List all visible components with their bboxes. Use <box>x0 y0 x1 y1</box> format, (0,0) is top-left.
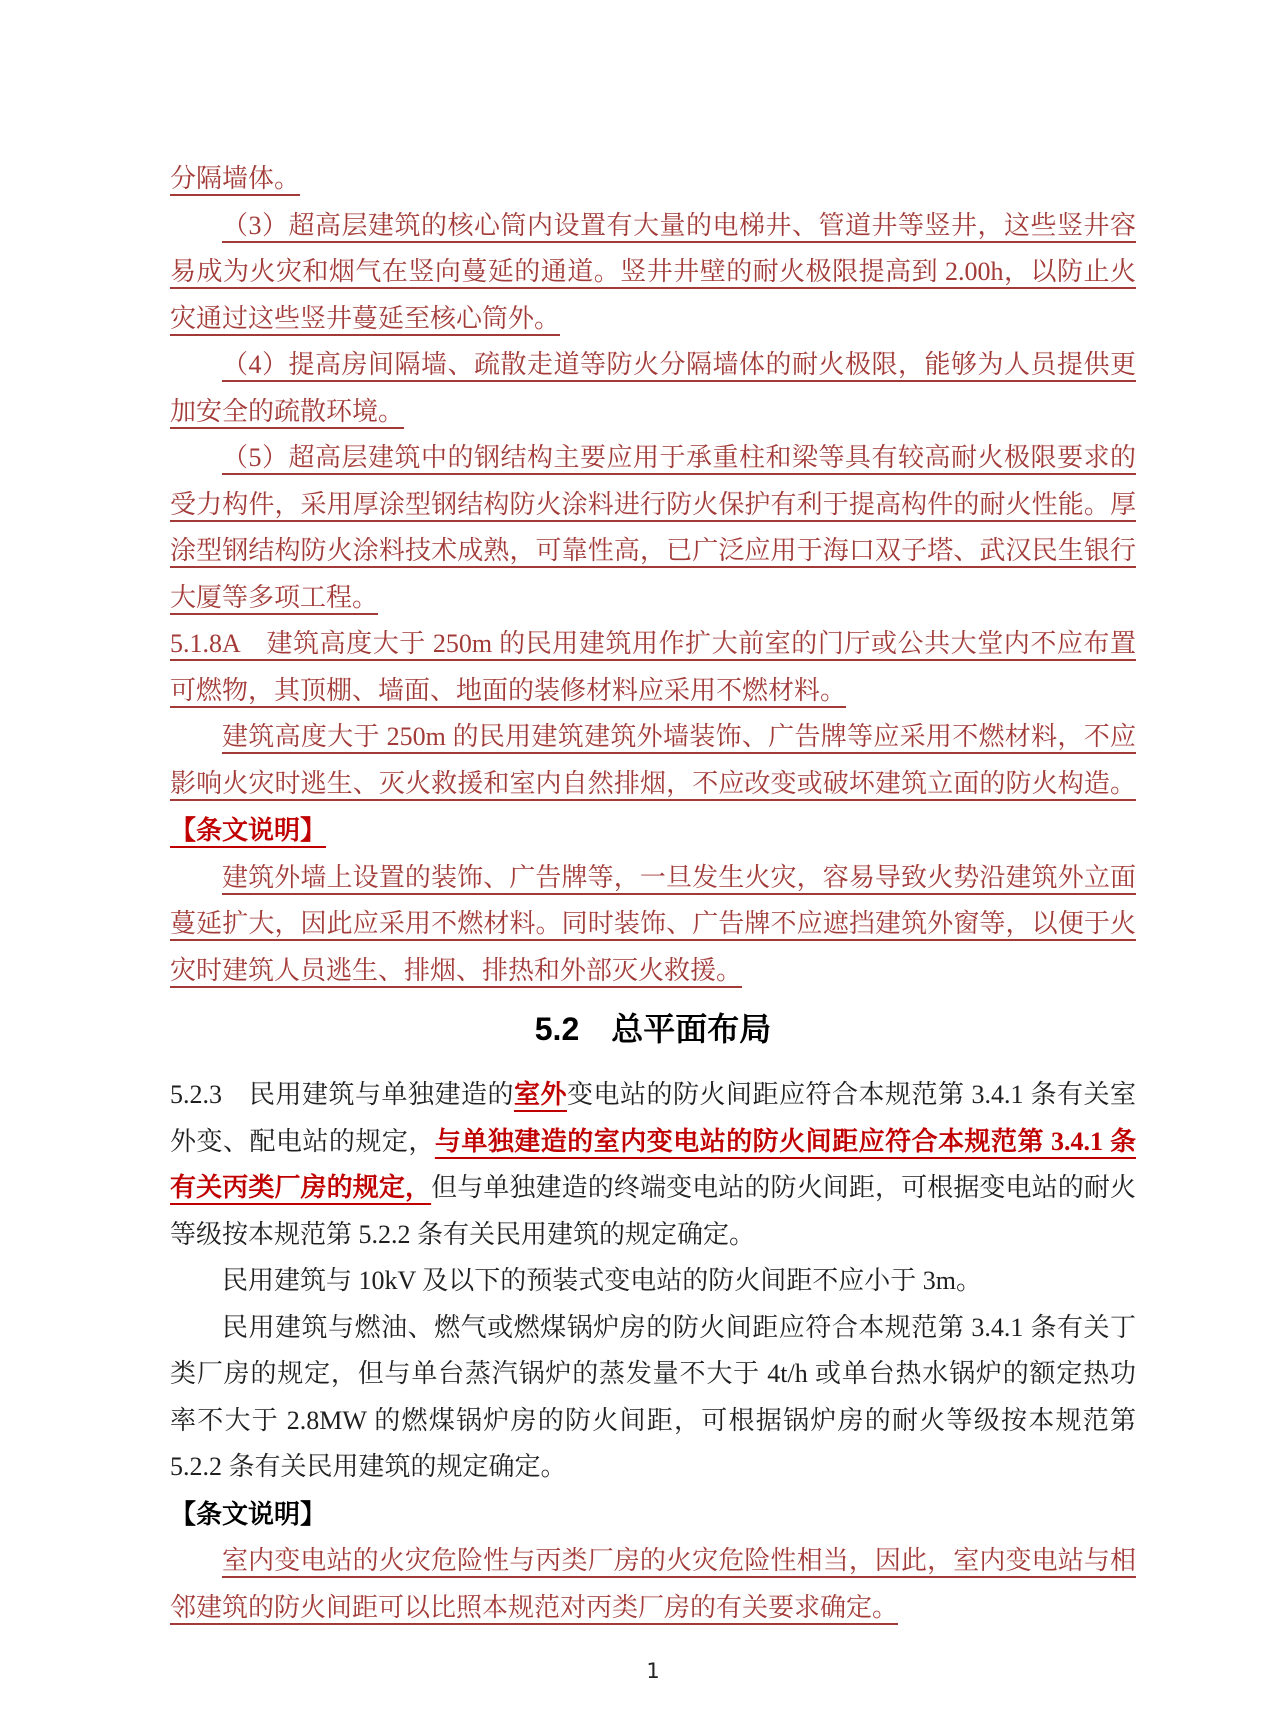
text-segment: 影响火灾时逃生、灭火救援和室内自然排烟，不应改变或破坏建筑立面的防火构造。 <box>170 768 1136 798</box>
text-line <box>170 901 1136 948</box>
document-lines <box>170 156 1136 1631</box>
text-line <box>170 948 1136 995</box>
text-segment: 【条文说明】 <box>170 815 327 845</box>
text-line <box>170 342 1136 389</box>
text-line <box>170 668 1136 715</box>
text-line <box>170 575 1136 622</box>
text-line <box>170 296 1136 343</box>
text-line <box>170 1119 1136 1166</box>
text-line <box>170 528 1136 575</box>
text-line <box>170 1398 1136 1445</box>
text-line <box>170 855 1136 902</box>
text-segment: 建筑高度大于 250m 的民用建筑建筑外墙装饰、广告牌等应采用不燃材料，不应 <box>222 722 1136 751</box>
page-number: 1 <box>646 1659 660 1683</box>
text-line <box>170 807 1136 855</box>
text-segment: 有关丙类厂房的规定， <box>170 1173 432 1202</box>
text-segment: 可燃物，其顶棚、墙面、地面的装修材料应采用不燃材料。 <box>170 675 847 705</box>
text-segment: 室内变电站的火灾危险性与丙类厂房的火灾危险性相当，因此，室内变电站与相 <box>222 1546 1136 1575</box>
text-segment: 易成为火灾和烟气在竖向蔓延的通道。竖井井壁的耐火极限提高到 2.00h，以防止火 <box>170 257 1136 286</box>
text-segment: 5.2.2 条有关民用建筑的规定确定。 <box>170 1452 567 1481</box>
text-line <box>170 482 1136 529</box>
text-line <box>170 1072 1136 1119</box>
text-line <box>170 203 1136 250</box>
text-segment: 分隔墙体。 <box>170 164 301 193</box>
text-segment: 【条文说明】 <box>170 1498 327 1529</box>
text-segment: 蔓延扩大，因此应采用不燃材料。同时装饰、广告牌不应遮挡建筑外窗等，以便于火 <box>170 909 1136 938</box>
text-segment: 等级按本规范第 5.2.2 条有关民用建筑的规定确定。 <box>170 1219 756 1249</box>
text-segment: 5.1.8A 建筑高度大于 250m 的民用建筑用作扩大前室的门厅或公共大堂内不应布置 <box>170 629 1136 658</box>
text-line <box>170 1165 1136 1212</box>
text-line <box>170 1491 1136 1539</box>
text-segment: 外变、配电站的规定， <box>170 1126 435 1156</box>
text-segment: 灾通过这些竖井蔓延至核心筒外。 <box>170 303 561 333</box>
text-segment: （4）提高房间隔墙、疏散走道等防火分隔墙体的耐火极限，能够为人员提供更 <box>222 350 1136 379</box>
text-segment: 与单独建造的室内变电站的防火间距应符合本规范第 3.4.1 条 <box>434 1126 1136 1156</box>
text-segment: 民用建筑与燃油、燃气或燃煤锅炉房的防火间距应符合本规范第 3.4.1 条有关丁 <box>222 1312 1136 1342</box>
text-segment: 但与单独建造的终端变电站的防火间距，可根据变电站的耐火 <box>431 1173 1136 1202</box>
text-segment: 邻建筑的防火间距可以比照本规范对丙类厂房的有关要求确定。 <box>170 1592 899 1622</box>
text-segment: （3）超高层建筑的核心筒内设置有大量的电梯井、管道井等竖井，这些竖井容 <box>222 210 1136 240</box>
text-segment: 大厦等多项工程。 <box>170 582 379 612</box>
text-segment: （5）超高层建筑中的钢结构主要应用于承重柱和梁等具有较高耐火极限要求的 <box>222 443 1136 472</box>
text-line <box>170 389 1136 436</box>
text-line <box>170 1305 1136 1352</box>
section-heading <box>170 1004 1136 1054</box>
text-line <box>170 714 1136 761</box>
text-line <box>170 621 1136 668</box>
text-line <box>170 156 1136 203</box>
text-segment: 变电站的防火间距应符合本规范第 3.4.1 条有关室 <box>566 1080 1136 1109</box>
text-line <box>170 1258 1136 1305</box>
text-segment: 涂型钢结构防火涂料技术成熟，可靠性高，已广泛应用于海口双子塔、武汉民生银行 <box>170 536 1136 565</box>
text-line <box>170 1538 1136 1585</box>
text-segment: 受力构件，采用厚涂型钢结构防火涂料进行防火保护有利于提高构件的耐火性能。厚 <box>170 489 1136 519</box>
text-segment: 民用建筑与 10kV 及以下的预装式变电站的防火间距不应小于 3m。 <box>222 1266 983 1295</box>
text-segment: 率不大于 2.8MW 的燃煤锅炉房的防火间距，可根据锅炉房的耐火等级按本规范第 <box>170 1405 1136 1435</box>
text-line <box>170 1585 1136 1632</box>
text-line <box>170 249 1136 296</box>
document-page <box>170 0 1136 1683</box>
text-line <box>170 1444 1136 1491</box>
text-line <box>170 435 1136 482</box>
text-segment: 类厂房的规定，但与单台蒸汽锅炉的蒸发量不大于 4t/h 或单台热水锅炉的额定热功 <box>170 1359 1136 1388</box>
text-segment: 灾时建筑人员逃生、排烟、排热和外部灭火救援。 <box>170 955 743 985</box>
text-line <box>170 761 1136 808</box>
text-segment: 建筑外墙上设置的装饰、广告牌等，一旦发生火灾，容易导致火势沿建筑外立面 <box>222 862 1136 892</box>
text-segment: 5.2.3 民用建筑与单独建造的 <box>170 1080 514 1109</box>
text-line <box>170 1212 1136 1259</box>
text-segment: 室外 <box>513 1080 567 1109</box>
text-line <box>170 1351 1136 1398</box>
text-segment: 加安全的疏散环境。 <box>170 396 405 426</box>
text-segment: 5.2 总平面布局 <box>534 1011 772 1047</box>
